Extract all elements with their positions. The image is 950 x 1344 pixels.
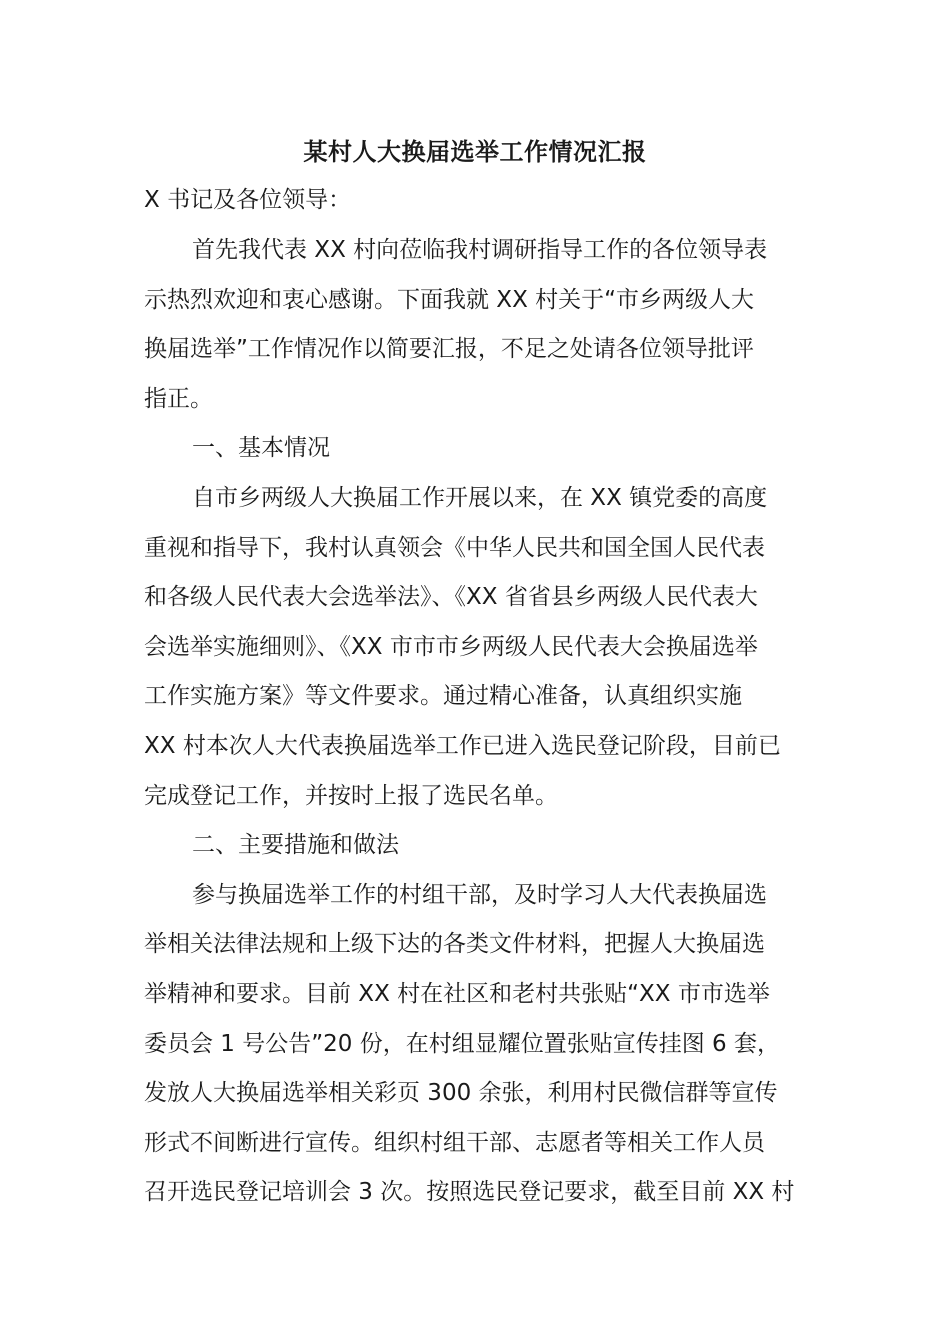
body-line: 二、主要措施和做法 xyxy=(192,832,399,859)
body-line: 首先我代表 XX 村向莅临我村调研指导工作的各位领导表 xyxy=(192,237,768,263)
body-line: 换届选举”工作情况作以简要汇报，不足之处请各位领导批评 xyxy=(144,336,754,363)
body-line: 会选举实施细则》、《XX 市市市乡两级人民代表大会换届选举 xyxy=(144,633,758,660)
document-title: 某村人大换届选举工作情况汇报 xyxy=(303,138,647,166)
body-line: 重视和指导下，我村认真领会《中华人民共和国全国人民代表 xyxy=(144,534,765,561)
body-line: 举精神和要求。目前 XX 村在社区和老村共张贴“XX 市市选举 xyxy=(144,980,770,1007)
body-line: 自市乡两级人大换届工作开展以来，在 XX 镇党委的高度 xyxy=(192,484,768,511)
body-line: 工作实施方案》等文件要求。通过精心准备，认真组织实施 xyxy=(144,683,742,710)
body-line: 委员会 1 号公告”20 份，在村组显耀位置张贴宣传挂图 6 套， xyxy=(144,1030,781,1057)
body-line: 举相关法律法规和上级下达的各类文件材料，把握人大换届选 xyxy=(144,931,765,958)
body-line: 发放人大换届选举相关彩页 300 余张，利用村民微信群等宣传 xyxy=(144,1080,778,1107)
document-body xyxy=(144,226,824,1218)
body-line: 形式不间断进行宣传。组织村组干部、志愿者等相关工作人员 xyxy=(144,1129,765,1156)
body-line: XX 村本次人大代表换届选举工作已进入选民登记阶段，目前已 xyxy=(144,732,781,759)
body-line: 完成登记工作，并按时上报了选民名单。 xyxy=(144,782,558,809)
salutation: X 书记及各位领导： xyxy=(144,187,352,213)
body-line: 指正。 xyxy=(144,385,213,412)
body-line: 参与换届选举工作的村组干部，及时学习人大代表换届选 xyxy=(192,881,767,908)
body-line: 示热烈欢迎和衷心感谢。下面我就 XX 村关于“市乡两级人大 xyxy=(144,286,755,313)
body-line: 和各级人民代表大会选举法》、《XX 省省县乡两级人民代表大 xyxy=(144,584,758,611)
body-line: 召开选民登记培训会 3 次。按照选民登记要求，截至目前 XX 村 xyxy=(144,1179,795,1206)
body-line: 一、基本情况 xyxy=(192,435,330,462)
